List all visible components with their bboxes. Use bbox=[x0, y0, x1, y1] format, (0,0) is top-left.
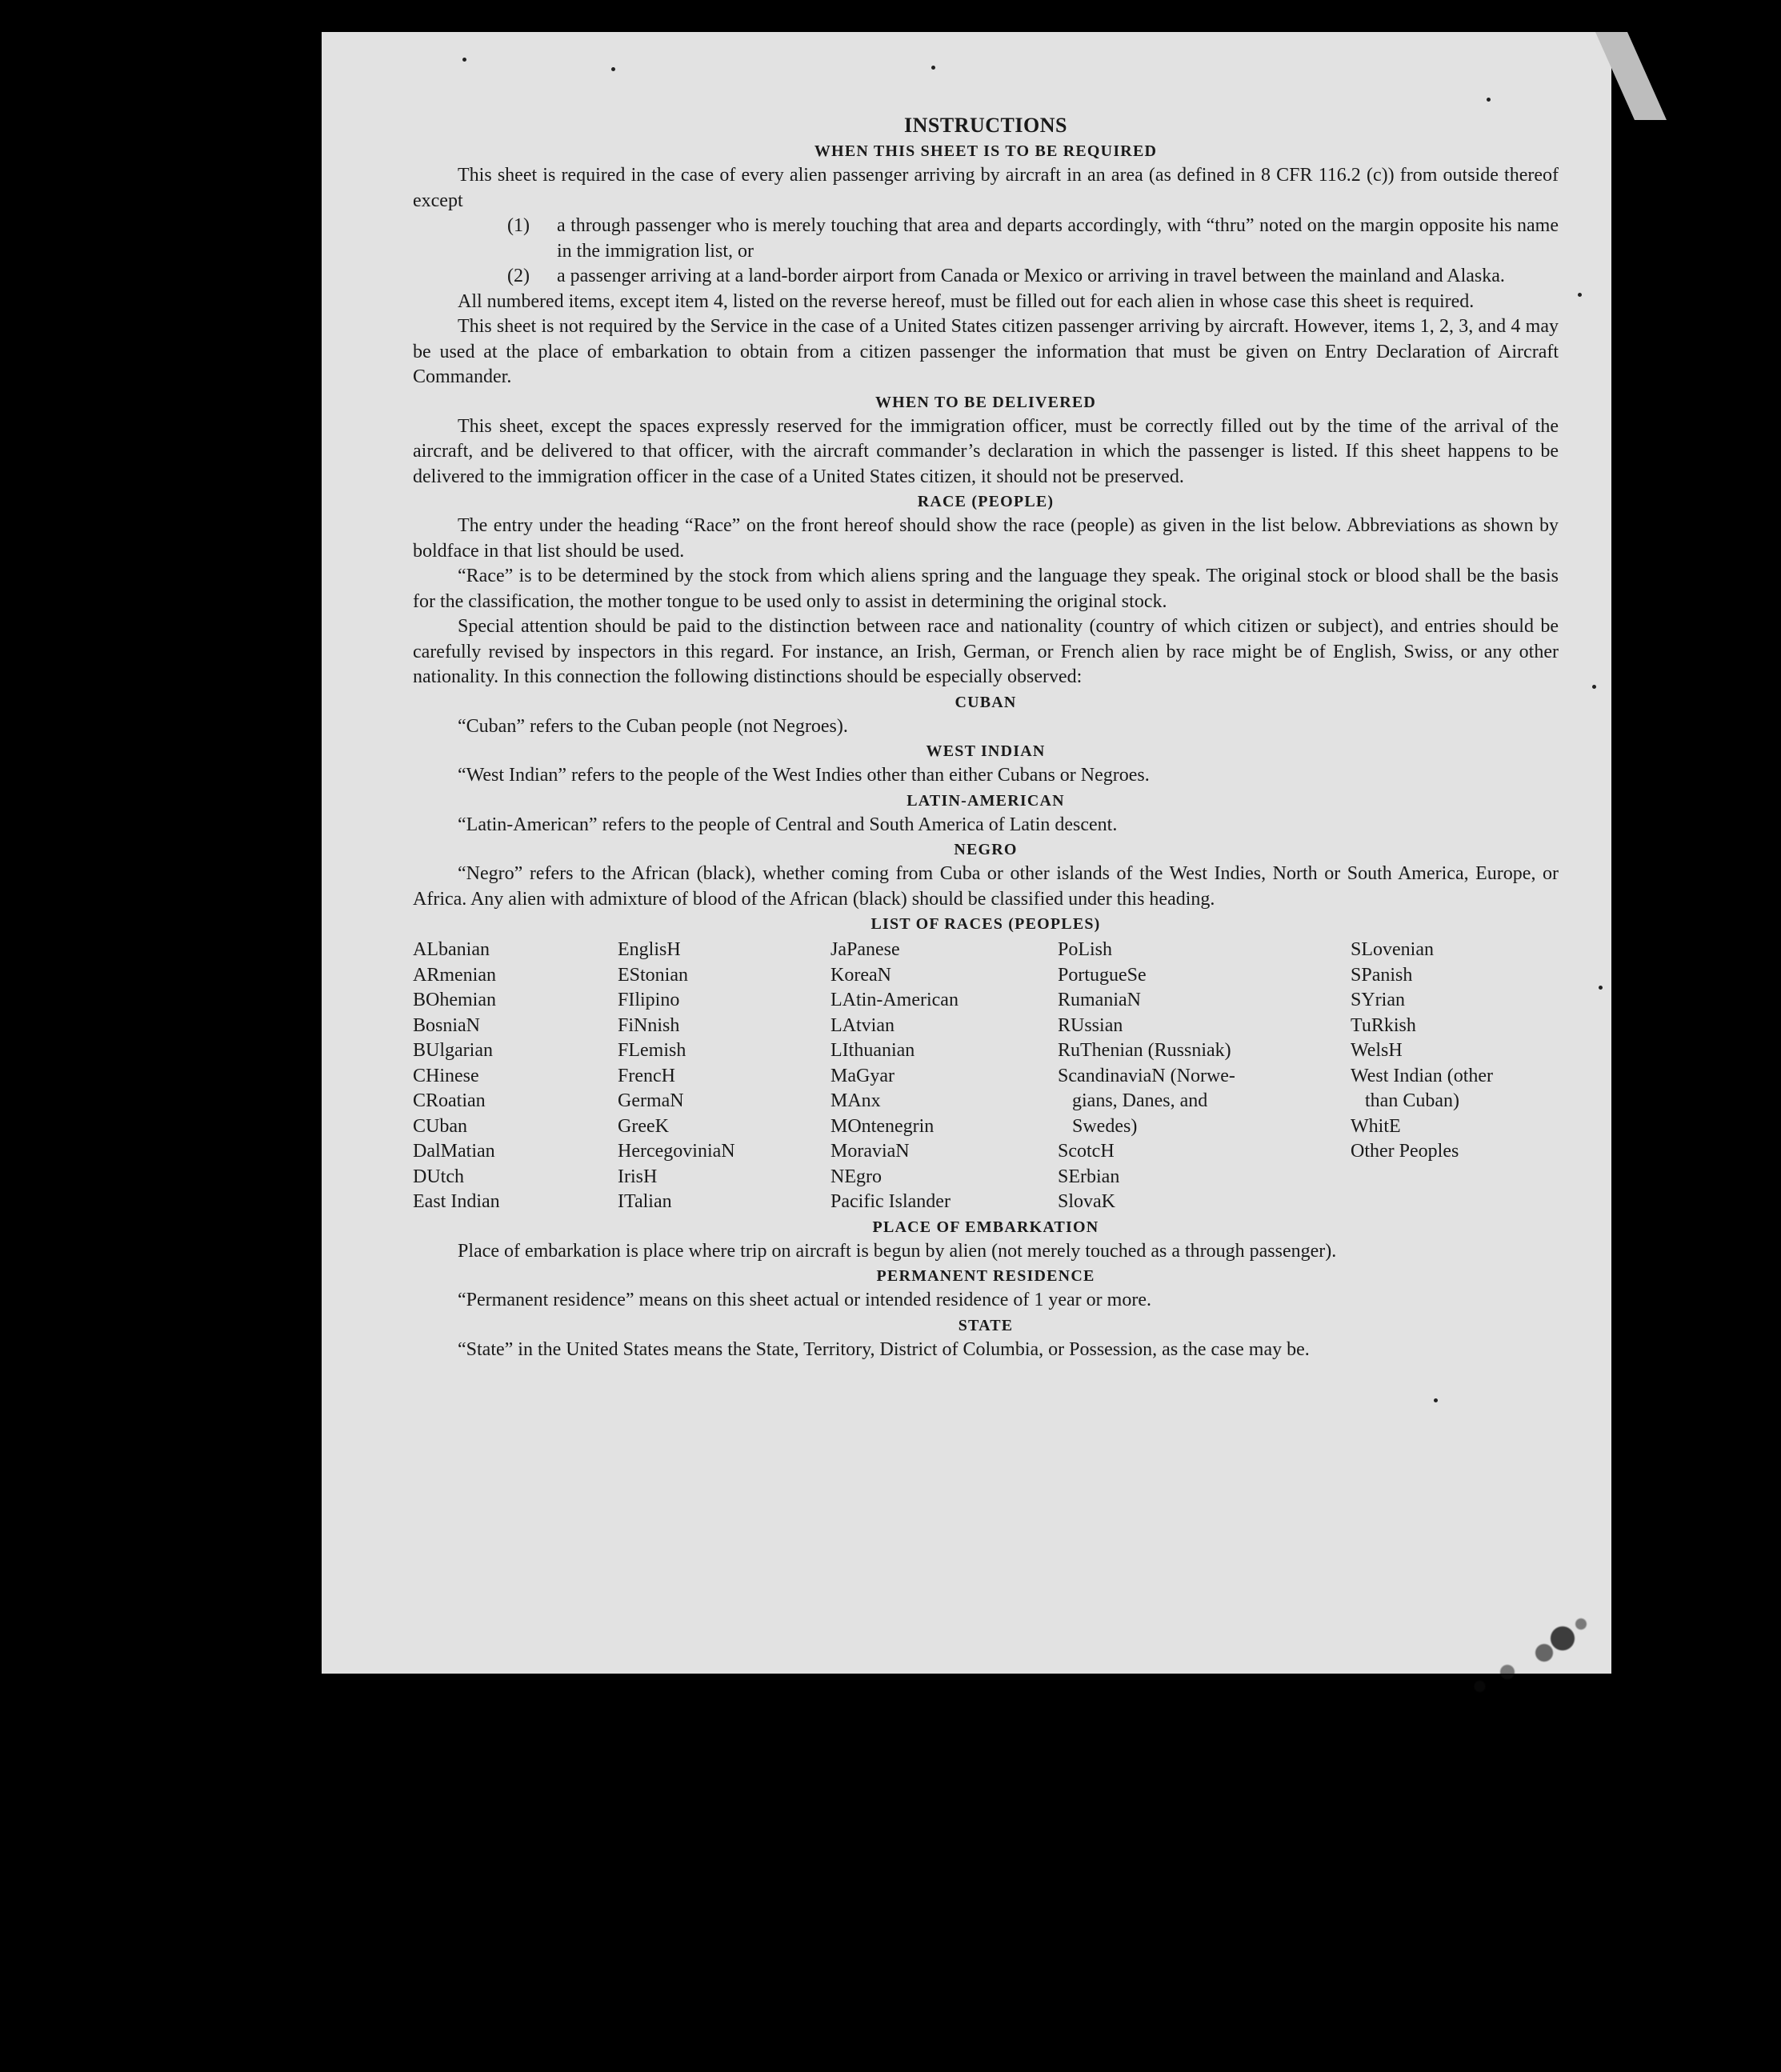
exception-text: a through passenger who is merely touching that area and departs accordingly, with “thru” noted on the margin opposite his name in the immigration list, or bbox=[557, 215, 1559, 262]
paragraph-cuban: “Cuban” refers to the Cuban people (not Negroes). bbox=[458, 715, 848, 737]
race-entry: EStonian bbox=[618, 964, 688, 986]
heading-when-delivered: WHEN TO BE DELIVERED bbox=[874, 393, 1097, 411]
race-entry: SlovaK bbox=[1058, 1191, 1115, 1212]
race-entry: CHinese bbox=[413, 1065, 479, 1086]
race-entry: CRoatian bbox=[413, 1090, 486, 1111]
heading-negro: NEGRO bbox=[954, 841, 1018, 858]
paragraph-west-indian: “West Indian” refers to the people of the West Indies other than either Cubans or Negroes. bbox=[458, 765, 1150, 786]
paragraph-embarkation: Place of embarkation is place where trip on aircraft is begun by alien (not merely touched as a through passenger). bbox=[458, 1240, 1337, 1262]
race-entry: LAtin-American bbox=[830, 990, 959, 1010]
paragraph-race-determination: “Race” is to be determined by the stock from which aliens spring and the language they speak. The original stock or blood shall be the basis for the classification, the mother tongue to be used only to assist in determining the original stock. bbox=[413, 566, 1559, 612]
exception-item-2 bbox=[413, 264, 1559, 290]
race-entry: RUssian bbox=[1058, 1014, 1123, 1036]
dust-speck bbox=[931, 66, 935, 70]
dust-speck bbox=[1599, 986, 1603, 990]
race-entry: RumaniaN bbox=[1058, 990, 1141, 1010]
paragraph-when-delivered: This sheet, except the spaces expressly reserved for the immigration officer, must be correctly filled out by the time of the arrival of the aircraft, and be delivered to that officer, with the aircraft commander’s declaration in which the passenger is listed. If this sheet happens to be delivered to the immigration officer in the case of a United States citizen, it should not be preserved. bbox=[413, 415, 1559, 487]
race-entry: SErbian bbox=[1058, 1166, 1120, 1187]
heading-list-of-races: LIST OF RACES (PEOPLES) bbox=[870, 915, 1101, 933]
race-entry: WelsH bbox=[1351, 1040, 1403, 1061]
race-entry: WhitE bbox=[1351, 1115, 1401, 1137]
race-entry: BUlgarian bbox=[413, 1040, 493, 1061]
paragraph-when-required: This sheet is required in the case of every alien passenger arriving by aircraft in an area (as defined in 8 CFR 116.2 (c)) from outside thereof except bbox=[413, 165, 1559, 211]
heading-state: STATE bbox=[958, 1316, 1014, 1334]
race-entry: SLovenian bbox=[1351, 939, 1434, 960]
race-entry: East Indian bbox=[413, 1191, 500, 1212]
paragraph-state: “State” in the United States means the State, Territory, District of Columbia, or Possession, as the case may be. bbox=[458, 1338, 1310, 1360]
exception-item-1 bbox=[413, 214, 1559, 264]
race-entry: FiNnish bbox=[618, 1014, 680, 1036]
paragraph-numbered-items: All numbered items, except item 4, listed on the reverse hereof, must be filled out for each alien in whose case this sheet is required. bbox=[458, 290, 1475, 312]
race-entry: SPanish bbox=[1351, 964, 1413, 986]
heading-when-required: WHEN THIS SHEET IS TO BE REQUIRED bbox=[814, 142, 1158, 160]
race-entry: FLemish bbox=[618, 1040, 686, 1061]
race-list-table bbox=[413, 938, 1559, 1215]
race-entry: SYrian bbox=[1351, 990, 1405, 1010]
race-entry: FIlipino bbox=[618, 990, 680, 1010]
race-entry: ARmenian bbox=[413, 964, 496, 986]
race-entry: DUtch bbox=[413, 1166, 464, 1187]
race-entry: Swedes) bbox=[1058, 1115, 1138, 1137]
paragraph-latin-american: “Latin-American” refers to the people of Central and South America of Latin descent. bbox=[458, 814, 1118, 835]
race-entry: ScotcH bbox=[1058, 1141, 1115, 1162]
race-column bbox=[413, 938, 618, 1215]
race-column bbox=[1058, 938, 1351, 1215]
race-entry: Other Peoples bbox=[1351, 1141, 1459, 1162]
race-entry: Pacific Islander bbox=[830, 1191, 951, 1212]
race-entry: BosniaN bbox=[413, 1014, 480, 1036]
dust-speck bbox=[462, 58, 466, 62]
race-entry: BOhemian bbox=[413, 990, 496, 1010]
race-entry: ALbanian bbox=[413, 939, 490, 960]
paragraph-race-nationality: Special attention should be paid to the distinction between race and nationality (country of which citizen or subject), and entries should be carefully revised by inspectors in this regard. For instance, an Irish, German, or French alien by race might be of English, Swiss, or any other nationality. In this connection the following distinctions should be especially observed: bbox=[413, 616, 1559, 687]
exception-number: (2) bbox=[507, 266, 530, 286]
heading-race: RACE (PEOPLE) bbox=[917, 493, 1055, 510]
heading-west-indian: WEST INDIAN bbox=[926, 742, 1046, 760]
heading-place-of-embarkation: PLACE OF EMBARKATION bbox=[872, 1218, 1099, 1236]
paragraph-residence: “Permanent residence” means on this sheet actual or intended residence of 1 year or more. bbox=[458, 1290, 1151, 1310]
race-column bbox=[618, 938, 830, 1215]
race-entry: LAtvian bbox=[830, 1014, 895, 1036]
heading-cuban: CUBAN bbox=[955, 693, 1017, 711]
race-entry: DalMatian bbox=[413, 1141, 495, 1162]
exception-text: a passenger arriving at a land-border airport from Canada or Mexico or arriving in travel between the mainland and Alaska. bbox=[557, 266, 1505, 286]
race-entry: ScandinaviaN (Norwe- bbox=[1058, 1065, 1235, 1086]
instructions-content bbox=[413, 112, 1559, 1362]
race-entry: HercegoviniaN bbox=[618, 1141, 735, 1162]
race-entry: CUban bbox=[413, 1115, 467, 1137]
dust-speck bbox=[1592, 685, 1596, 689]
dust-speck bbox=[1578, 293, 1582, 297]
race-entry: IrisH bbox=[618, 1166, 658, 1187]
race-entry: MAnx bbox=[830, 1090, 881, 1111]
race-entry: gians, Danes, and bbox=[1058, 1090, 1208, 1111]
dust-speck bbox=[1487, 98, 1491, 102]
paragraph-negro: “Negro” refers to the African (black), whether coming from Cuba or other islands of the West Indies, North or South America, Europe, or Africa. Any alien with admixture of blood of the African (black) should be classified under this heading. bbox=[413, 863, 1559, 910]
race-entry: LIthuanian bbox=[830, 1040, 915, 1061]
race-entry: FrencH bbox=[618, 1065, 675, 1086]
race-entry: MoraviaN bbox=[830, 1141, 910, 1162]
race-entry: RuThenian (Russniak) bbox=[1058, 1040, 1231, 1061]
race-entry: TuRkish bbox=[1351, 1014, 1416, 1036]
race-entry: GreeK bbox=[618, 1115, 669, 1137]
dust-speck bbox=[611, 67, 615, 71]
race-entry: GermaN bbox=[618, 1090, 684, 1111]
race-entry: EnglisH bbox=[618, 939, 681, 960]
heading-latin-american: LATIN-AMERICAN bbox=[907, 791, 1065, 810]
dust-speck bbox=[1434, 1398, 1438, 1402]
race-entry: PortugueSe bbox=[1058, 964, 1147, 986]
document-title: INSTRUCTIONS bbox=[904, 114, 1067, 137]
heading-permanent-residence: PERMANENT RESIDENCE bbox=[876, 1267, 1095, 1285]
document-sheet bbox=[322, 32, 1611, 1674]
race-column bbox=[830, 938, 1058, 1215]
race-entry: ITalian bbox=[618, 1191, 672, 1212]
race-entry: than Cuban) bbox=[1351, 1090, 1459, 1111]
ink-stain bbox=[1434, 1600, 1618, 1696]
race-entry: MaGyar bbox=[830, 1065, 895, 1086]
exception-number: (1) bbox=[507, 215, 530, 236]
race-entry: MOntenegrin bbox=[830, 1115, 935, 1137]
race-entry: West Indian (other bbox=[1351, 1065, 1494, 1086]
paragraph-citizen-passenger: This sheet is not required by the Service in the case of a United States citizen passenger arriving by aircraft. However, items 1, 2, 3, and 4 may be used at the place of embarkation to obtain from a citizen passenger the information that must be given on Entry Declaration of Aircraft Commander. bbox=[413, 316, 1559, 387]
race-entry: KoreaN bbox=[830, 964, 891, 986]
race-column bbox=[1351, 938, 1559, 1215]
paragraph-race-entry: The entry under the heading “Race” on the front hereof should show the race (people) as given in the list below. Abbreviations as shown by boldface in that list should be used. bbox=[413, 515, 1559, 562]
race-entry: JaPanese bbox=[830, 939, 900, 960]
race-entry: NEgro bbox=[830, 1166, 882, 1187]
race-entry: PoLish bbox=[1058, 939, 1113, 960]
